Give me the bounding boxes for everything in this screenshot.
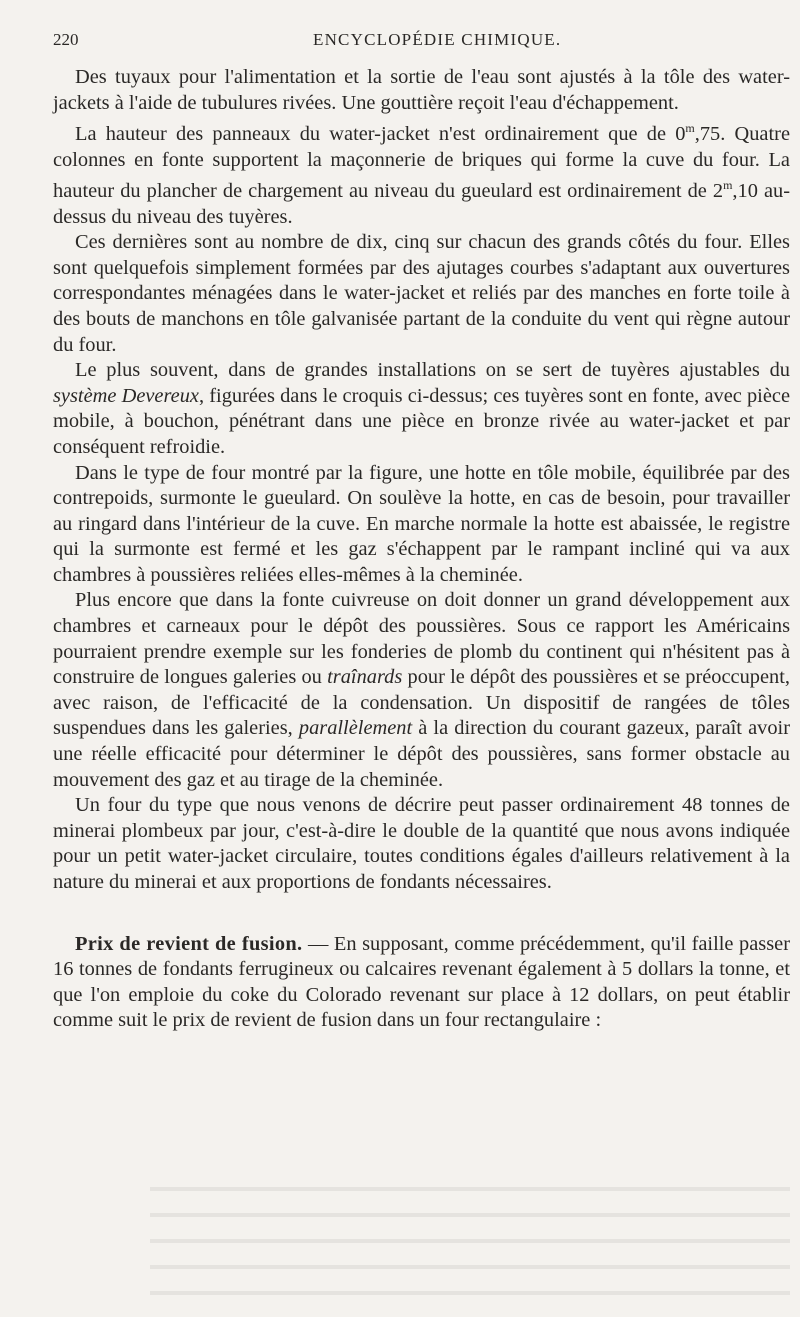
running-title: ENCYCLOPÉDIE CHIMIQUE.	[313, 30, 562, 49]
italic-term: système Devereux	[53, 384, 199, 407]
unit-superscript: m	[685, 121, 695, 136]
page-number: 220	[53, 30, 79, 49]
unit-superscript: m	[723, 178, 733, 193]
page-header	[53, 30, 790, 58]
paragraph-tuyeres	[53, 230, 790, 358]
paragraph-panel-height	[53, 116, 790, 230]
paragraph-text: pour le dépôt des poussières et se préoccupent, avec raison, de l'efficacité de la condensation. Un dispositif de rangées de tôles suspendues dans les galeries,	[53, 666, 790, 740]
body-text	[53, 65, 790, 1034]
paragraph-capacity	[53, 793, 790, 895]
paragraph-text: à la direction du courant gazeux, paraît avoir une réelle efficacité pour déterminer le dépôt des poussières, sans former obstacle au mouvement des gaz et au tirage de la cheminée.	[53, 717, 790, 791]
paragraph-text: Des tuyaux pour l'alimentation et la sortie de l'eau sont ajustés à la tôle des water-jackets à l'aide de tubulures rivées. Une gouttière reçoit l'eau d'échappement.	[53, 66, 790, 114]
paragraph-text: — En supposant, comme précédemment, qu'il faille passer 16 tonnes de fondants ferrugineux ou calcaires revenant également à 5 dollars la tonne, et que l'on emploie du coke du Colorado revenant sur place à 12 dollars, on peut établir comme suit le prix de revient de fusion dans un four rectangulaire :	[53, 932, 790, 1032]
show-through-bleed	[150, 1175, 790, 1315]
paragraph-text: Dans le type de four montré par la figure, une hotte en tôle mobile, équilibrée par des contrepoids, surmonte le gueulard. On soulève la hotte, en cas de besoin, pour travailler au ringard dans l'intérieur de la cuve. En marche normale la hotte est abaissée, le registre qui la surmonte est fermé et les gaz s'échappent par le rampant incliné qui va aux chambres à poussières reliées elles-mêmes à la cheminée.	[53, 461, 790, 586]
paragraph-text: ,75. Quatre colonnes en fonte supportent la maçonnerie de briques qui forme la cuve du four. La hauteur du plancher de chargement au niveau du gueulard est ordinairement de 2	[53, 122, 790, 202]
paragraph-text: Le plus souvent, dans de grandes installations on se sert de tuyères ajustables du	[75, 359, 790, 382]
italic-term: traînards	[327, 666, 403, 689]
paragraph-text: Ces dernières sont au nombre de dix, cinq sur chacun des grands côtés du four. Elles sont quelquefois simplement formées par des ajutages courbes s'adaptant aux ouvertures correspondantes ménagées dans le water-jacket et reliés par des manches en forte toile à des bouts de manchons en tôle galvanisée partant de la conduite du vent qui règne autour du four.	[53, 231, 790, 356]
paragraph-water-supply	[53, 65, 790, 116]
paragraph-text: Plus encore que dans la fonte cuivreuse on doit donner un grand développement aux chambres et carneaux pour le dépôt des poussières. Sous ce rapport les Américains pourraient prendre exemple sur les fonderies de plomb du continent qui n'hésitent pas à construire de longues galeries ou	[53, 589, 790, 689]
section-title: Prix de revient de fusion.	[75, 932, 303, 955]
paragraph-text: Un four du type que nous venons de décrire peut passer ordinairement 48 tonnes de minerai plombeux par jour, c'est-à-dire le double de la quantité que nous avons indiquée pour un petit water-jacket circulaire, toutes conditions égales d'ailleurs relativement à la nature du minerai et aux proportions de fondants nécessaires.	[53, 794, 790, 893]
paragraph-hood	[53, 461, 790, 589]
paragraph-text: ,10 au-dessus du niveau des tuyères.	[53, 179, 790, 228]
paragraph-dust-chambers	[53, 588, 790, 793]
paragraph-text: , figurées dans le croquis ci-dessus; ces tuyères sont en fonte, avec pièce mobile, à bouchon, pénétrant dans une pièce en bronze rivée au water-jacket et par conséquent refroidie.	[53, 384, 790, 458]
paragraph-devereux	[53, 358, 790, 460]
paragraph-text: La hauteur des panneaux du water-jacket n'est ordinairement que de 0	[75, 122, 686, 145]
section-cost-of-smelting	[53, 932, 790, 1034]
italic-term: parallèlement	[298, 717, 413, 740]
